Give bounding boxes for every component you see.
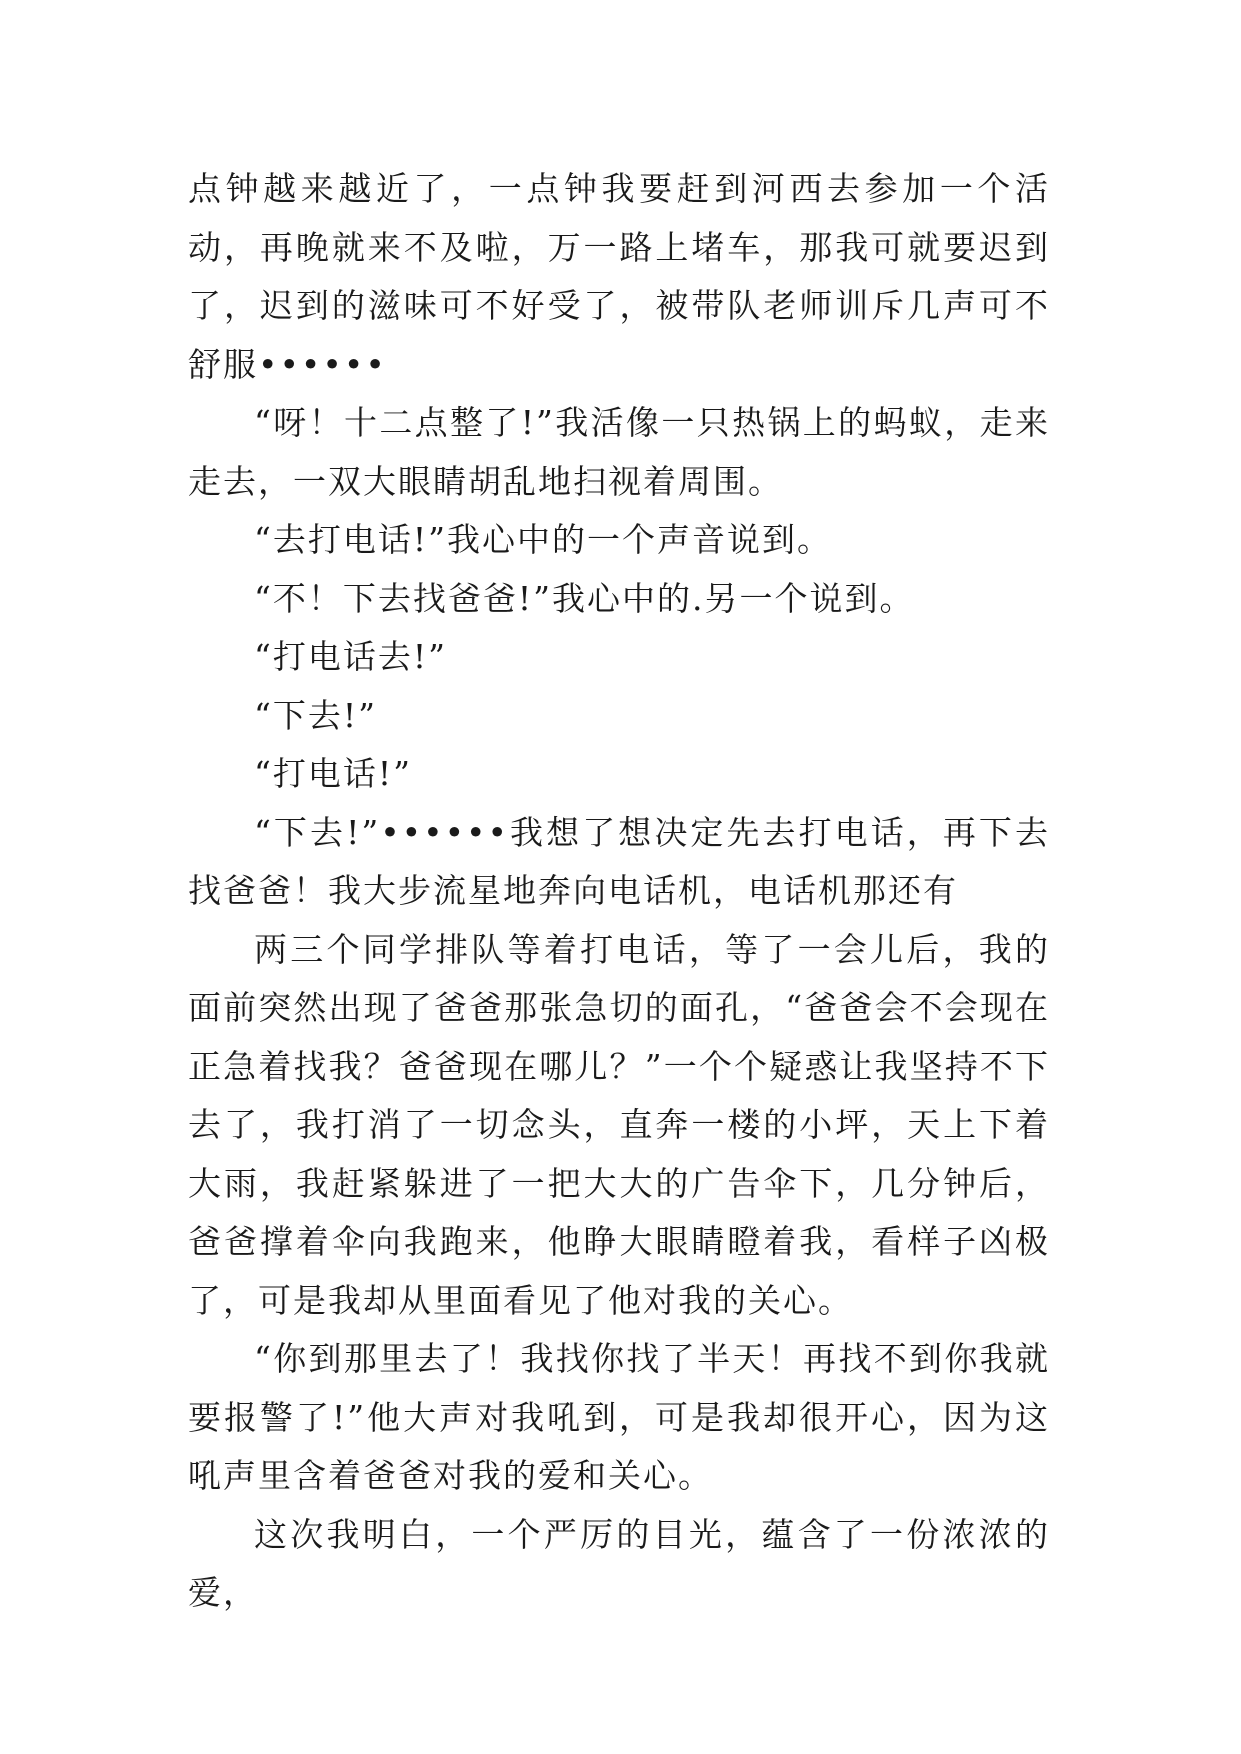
paragraph-4: “不！下去找爸爸!”我心中的.另一个说到。: [254, 578, 915, 618]
paragraph-2: “呀！十二点整了!”我活像一只热锅上的蚂蚁，走来走去，一双大眼睛胡乱地扫视着周围。: [188, 403, 1050, 501]
paragraph-5: “打电话去!”: [254, 637, 448, 676]
paragraph-9: 两三个同学排队等着打电话，等了一会儿后，我的面前突然出现了爸爸那张急切的面孔，“爸爸会不会现在正急着找我？爸爸现在哪儿？”一个个疑惑让我坚持不下去了，我打消了一切念头，直奔一楼的小坪，天上下着大雨，我赶紧躲进了一把大大的广告伞下，几分钟后，爸爸撑着伞向我跑来，他睁大眼睛瞪着我，看样子凶极了，可是我却从里面看见了他对我的关心。: [188, 929, 1050, 1320]
paragraph-7: “打电话!”: [254, 754, 413, 793]
paragraph-10: “你到那里去了！我找你找了半天！再找不到你我就要报警了!”他大声对我吼到，可是我却很开心，因为这吼声里含着爸爸对我的爱和关心。: [188, 1339, 1050, 1495]
paragraph-8: “下去!”••••••我想了想决定先去打电话，再下去找爸爸！我大步流星地奔向电话机，电话机那还有: [188, 812, 1050, 910]
paragraph-1: 点钟越来越近了，一点钟我要赶到河西去参加一个活动，再晚就来不及啦，万一路上堵车，那我可就要迟到了，迟到的滋味可不好受了，被带队老师训斥几声可不舒服••••••: [188, 169, 1050, 384]
paragraph-6: “下去!”: [254, 695, 378, 735]
document-body: [188, 160, 1050, 1623]
paragraph-11: 这次我明白，一个严厉的目光，蕴含了一份浓浓的爱，: [188, 1514, 1050, 1612]
paragraph-3: “去打电话!”我心中的一个声音说到。: [254, 520, 833, 559]
